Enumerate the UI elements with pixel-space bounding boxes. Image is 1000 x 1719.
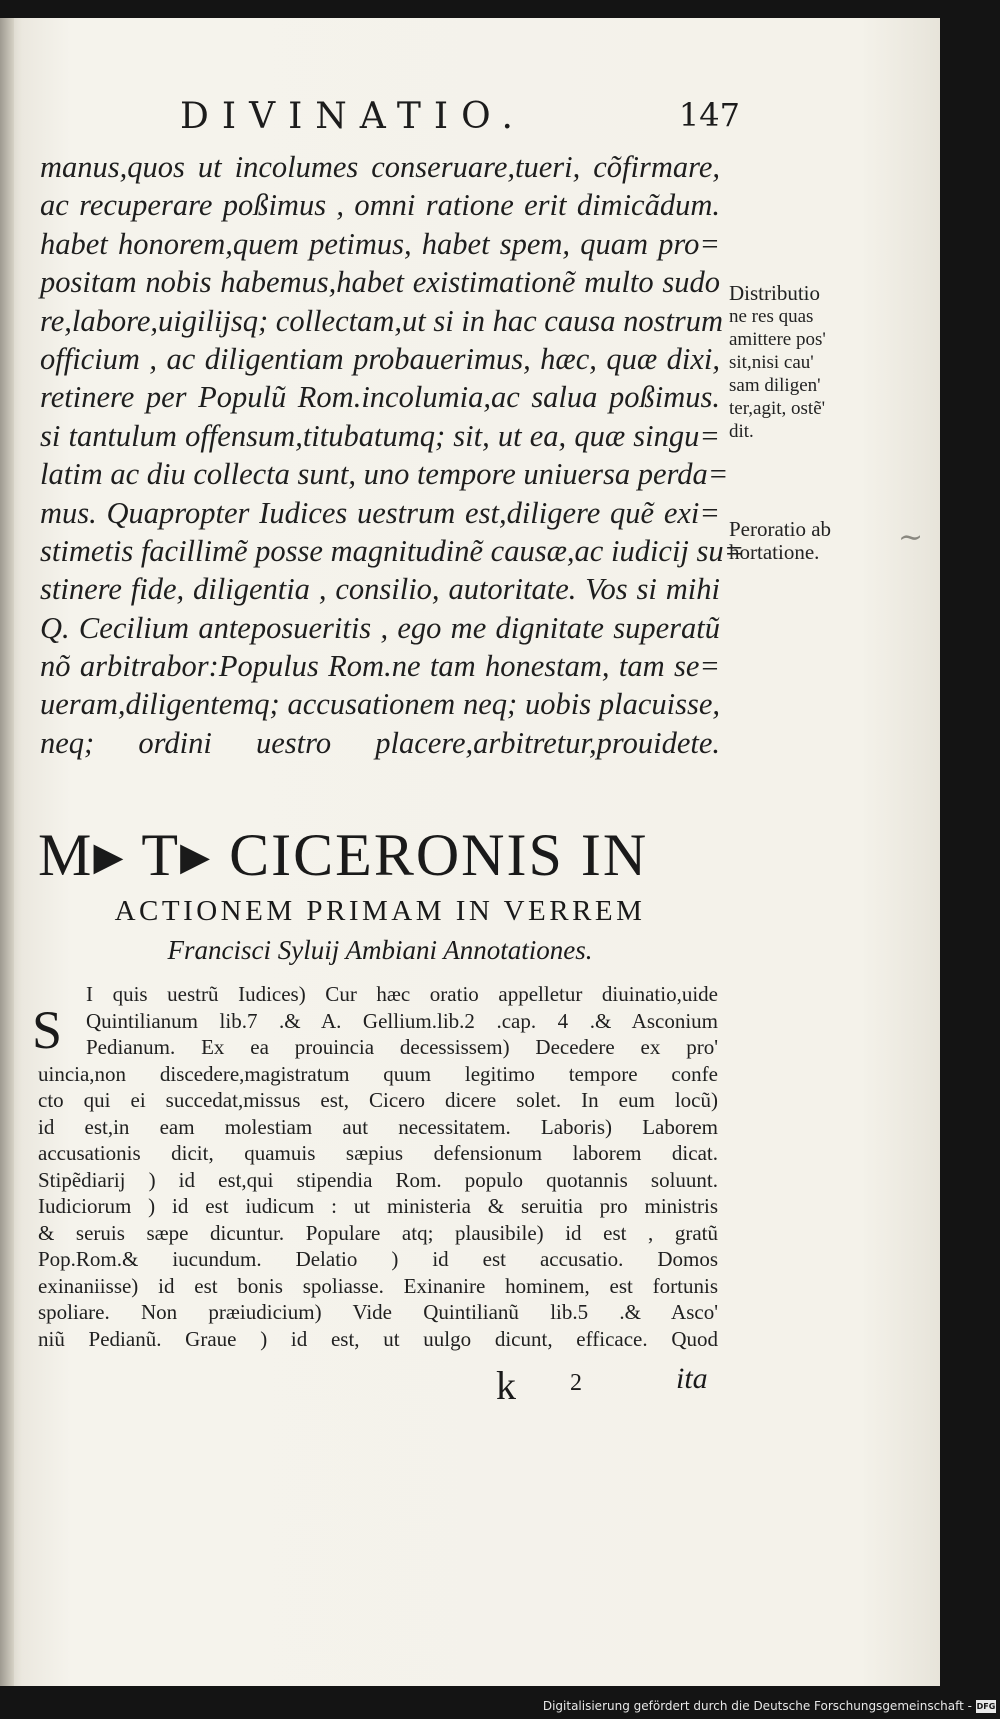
signature-mark: k: [496, 1363, 516, 1408]
text-line: latim ac diu collecta sunt, uno tempore uniuersa perda=: [40, 457, 729, 492]
marginal-line: ter,agit, ostẽ': [729, 398, 826, 419]
text-line: ueram,diligentemq; accusationem neq; uobis placuisse,: [40, 687, 720, 722]
marginal-line: ne res quas: [729, 306, 814, 327]
marginal-line: hortatione.: [729, 540, 820, 564]
text-line: ac recuperare poßimus , omni ratione erit dimicãdum.: [40, 188, 720, 223]
annotation-line: & seruis sæpe dicuntur. Populare atq; plausibile) id est , gratũ: [38, 1220, 718, 1245]
text-line: habet honorem,quem petimus, habet spem, quam pro=: [40, 226, 720, 261]
marginal-note-distributio: [729, 282, 869, 443]
text-line: si tantulum offensum,titubatumq; sit, ut ea, quæ singu=: [40, 418, 720, 453]
text-line: manus,quos ut incolumes conseruare,tueri, cõfirmare,: [40, 150, 720, 184]
dfg-logo: DFG: [976, 1702, 996, 1711]
marginal-line: sam diligen': [729, 375, 821, 396]
annotation-line: spoliare. Non præiudicium) Vide Quintilianũ lib.5 .& Asco': [38, 1300, 718, 1324]
text-line: officium , ac diligentiam probauerimus, hæc, quæ dixi,: [40, 341, 720, 376]
text-line: mus. Quapropter Iudices uestrum est,diligere quẽ exi=: [40, 495, 720, 530]
text-line: retinere per Populũ Rom.incolumia,ac salua poßimus.: [40, 380, 720, 415]
annotation-line: Stipẽdiarij ) id est,qui stipendia Rom. populo quotannis soluunt.: [38, 1167, 718, 1192]
text-line: positam nobis habemus,habet existimationẽ multo sudo: [40, 265, 720, 300]
marginal-line: Distributio: [729, 281, 821, 305]
footer-bar: [0, 1697, 1000, 1719]
running-header: [180, 96, 740, 146]
annotation-line: I quis uestrũ Iudices) Cur hæc oratio appelletur diuinatio,uide: [86, 982, 718, 1006]
annotation-line: Pedianum. Ex ea prouincia decessissem) Decedere ex pro': [86, 1035, 718, 1059]
text-line: neq; ordini uestro placere,arbitretur,prouidete.: [40, 725, 720, 760]
catchword: ita: [676, 1362, 708, 1395]
annotation-line: Pop.Rom.& iucundum. Delatio ) id est accusatio. Domos: [38, 1247, 718, 1271]
ink-mark: ∼: [898, 520, 924, 555]
section-title: M▸ T▸ CICERONIS IN: [38, 822, 649, 888]
section-subtitle: ACTIONEM PRIMAM IN VERREM: [114, 895, 646, 927]
text-line: stimetis facillimẽ posse magnitudinẽ causæ,ac iudicij su=: [40, 533, 745, 568]
marginal-line: sit,nisi cau': [729, 352, 814, 373]
running-title: DIVINATIO.: [180, 96, 526, 137]
annotation-line: exinaniisse) id est bonis spoliasse. Exinanire hominem, est fortunis: [38, 1273, 718, 1298]
marginal-line: dit.: [729, 421, 754, 442]
text-line: stinere fide, diligentia , consilio, autoritate. Vos si mihi: [40, 572, 720, 607]
annotation-line: niũ Pedianũ. Graue ) id est, ut uulgo dicunt, efficace. Quod: [38, 1326, 718, 1351]
annotation-line: Quintilianum lib.7 .& A. Gellium.lib.2 .cap. 4 .& Asconium: [86, 1008, 718, 1033]
page-number: 147: [678, 96, 740, 134]
annotations-block: [32, 981, 718, 1352]
marginal-note-peroratio: [729, 518, 869, 564]
marginal-line: Peroratio ab: [729, 517, 832, 541]
annotation-line: accusationis dicit, quamuis sæpius defensionum laborem dicat.: [38, 1141, 718, 1165]
annotation-line: cto qui ei succedat,missus est, Cicero dicere solet. In eum locũ): [38, 1088, 718, 1112]
marginal-line: amittere pos': [729, 329, 826, 350]
annotation-line: id est,in eam molestiam aut necessitatem. Laboris) Laborem: [38, 1114, 718, 1139]
signature-number: 2: [570, 1370, 582, 1396]
annotation-line: uincia,non discedere,magistratum quum legitimo tempore confe: [38, 1061, 718, 1086]
page-gutter-shadow: [0, 18, 14, 1686]
section-author-line: Francisci Syluij Ambiani Annotationes.: [167, 935, 593, 965]
text-line: Q. Cecilium anteposueritis , ego me dignitate superatũ: [40, 610, 720, 645]
funding-credit: Digitalisierung gefördert durch die Deutsche Forschungsgemeinschaft -: [542, 1699, 972, 1713]
text-line: nõ arbitrabor:Populus Rom.ne tam honestam, tam se=: [40, 649, 720, 684]
annotation-line: Iudiciorum ) id est iudicum : ut ministeria & seruitia pro ministris: [38, 1194, 718, 1218]
drop-cap: S: [32, 1000, 63, 1060]
text-line: re,labore,uigilijsq; collectam,ut si in hac causa nostrum: [40, 303, 724, 338]
